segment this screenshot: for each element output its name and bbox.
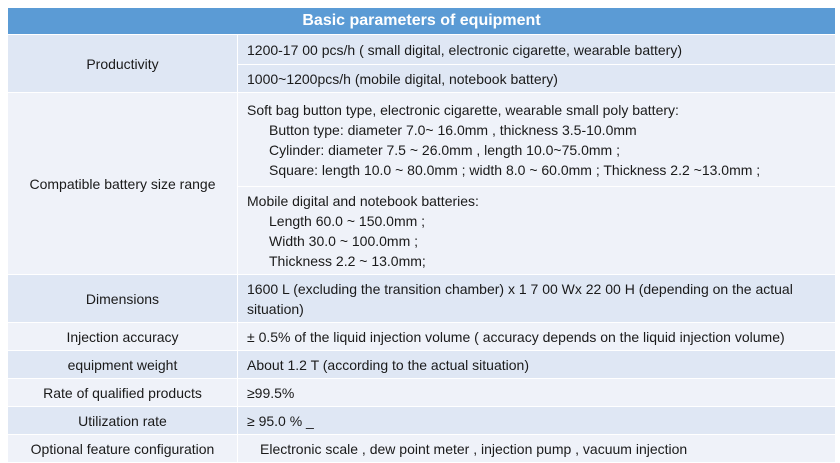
dimensions-label: Dimensions bbox=[8, 275, 238, 323]
optional-config-cell bbox=[238, 435, 836, 463]
utilization-cell bbox=[238, 407, 836, 435]
battery-range-label: Compatible battery size range bbox=[8, 93, 238, 275]
qualified-rate-label: Rate of qualified products bbox=[8, 379, 238, 407]
battery-width: Width 30.0 ~ 100.0mm ; bbox=[269, 232, 419, 249]
utilization-label: Utilization rate bbox=[8, 407, 238, 435]
injection-accuracy-value: ± 0.5% of the liquid injection volume ( accuracy depends on the liquid injection volume) bbox=[247, 328, 785, 345]
dimensions-cell bbox=[238, 275, 836, 323]
table-title: Basic parameters of equipment bbox=[8, 8, 836, 35]
productivity-line-2: 1000~1200pcs/h (mobile digital, notebook battery) bbox=[247, 70, 558, 87]
qualified-rate-cell bbox=[238, 379, 836, 407]
productivity-value-1 bbox=[238, 35, 836, 65]
battery-square: Square: length 10.0 ~ 80.0mm ; width 8.0 ~ 60.0mm ; Thickness 2.2 ~13.0mm ; bbox=[269, 161, 761, 178]
battery-thickness: Thickness 2.2 ~ 13.0mm; bbox=[269, 252, 426, 269]
battery-button-type: Button type: diameter 7.0~ 16.0mm , thickness 3.5-10.0mm bbox=[269, 121, 637, 138]
utilization-value: ≥ 95.0 % _ bbox=[247, 412, 314, 429]
weight-label: equipment weight bbox=[8, 351, 238, 379]
productivity-line-1: 1200-17 00 pcs/h ( small digital, electronic cigarette, wearable battery) bbox=[247, 41, 682, 58]
battery-group-1-heading: Soft bag button type, electronic cigarette, wearable small poly battery: bbox=[247, 101, 679, 118]
injection-accuracy-label: Injection accuracy bbox=[8, 323, 238, 351]
battery-length: Length 60.0 ~ 150.0mm ; bbox=[269, 212, 426, 229]
dimensions-value: 1600 L (excluding the transition chamber) x 1 7 00 Wx 22 00 H (depending on the actual situation) bbox=[247, 280, 793, 317]
battery-range-group-2 bbox=[238, 187, 836, 275]
qualified-rate-value: ≥99.5% bbox=[247, 384, 295, 401]
productivity-label: Productivity bbox=[8, 35, 238, 93]
injection-accuracy-cell bbox=[238, 323, 836, 351]
weight-cell bbox=[238, 351, 836, 379]
optional-config-value: Electronic scale , dew point meter , injection pump , vacuum injection bbox=[260, 440, 688, 457]
productivity-value-2 bbox=[238, 65, 836, 93]
equipment-parameters-table bbox=[7, 7, 836, 463]
battery-group-2-heading: Mobile digital and notebook batteries: bbox=[247, 192, 479, 209]
battery-cylinder: Cylinder: diameter 7.5 ~ 26.0mm , length 10.0~75.0mm ; bbox=[269, 141, 620, 158]
weight-value: About 1.2 T (according to the actual situation) bbox=[247, 356, 529, 373]
optional-config-label: Optional feature configuration bbox=[8, 435, 238, 463]
battery-range-group-1 bbox=[238, 93, 836, 187]
